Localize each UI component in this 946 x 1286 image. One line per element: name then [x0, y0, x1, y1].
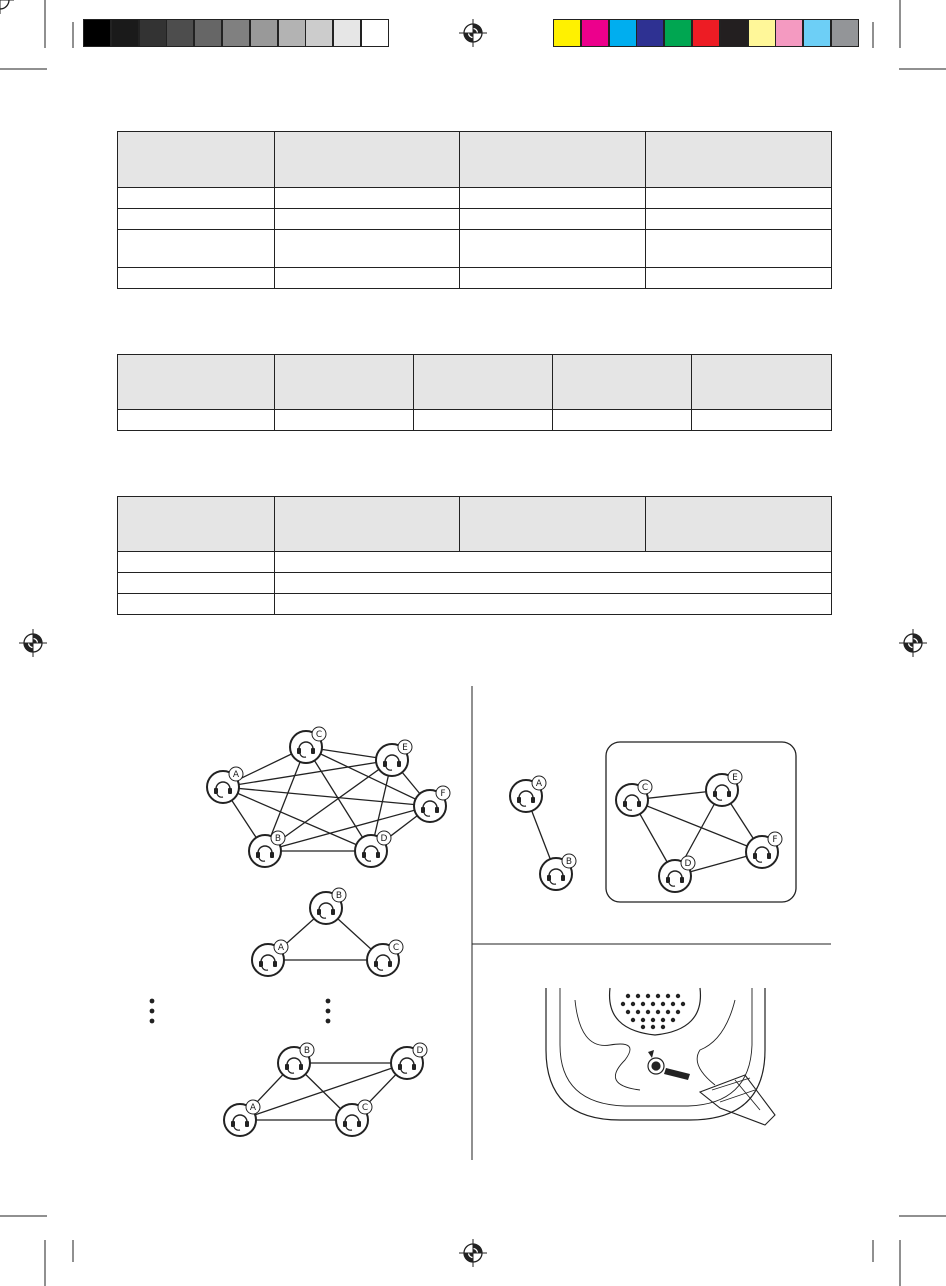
group-box — [606, 742, 796, 902]
node-label-badge — [300, 1043, 314, 1057]
headset-node-icon — [355, 831, 391, 867]
node-label-badge — [681, 856, 695, 870]
node-label: C — [361, 1103, 369, 1114]
headset-node-icon — [540, 854, 576, 890]
headset-node-icon — [207, 767, 243, 803]
node-label: B — [565, 857, 573, 868]
ellipsis-icon — [150, 999, 155, 1024]
node-label-badge — [638, 780, 652, 794]
headset-node-icon — [391, 1043, 427, 1079]
headset-node-icon — [510, 776, 546, 812]
node-label: D — [684, 859, 692, 870]
headset-node-icon — [376, 740, 412, 776]
node-label-badge — [768, 832, 782, 846]
node-label-badge — [532, 776, 546, 790]
headset-node-icon — [310, 888, 346, 924]
headset-node-icon — [367, 940, 403, 976]
node-label: B — [274, 834, 282, 845]
node-label-badge — [377, 831, 391, 845]
connection-line — [223, 760, 392, 787]
node-label-badge — [413, 1043, 427, 1057]
node-label-badge — [271, 831, 285, 845]
node-label: B — [335, 891, 343, 902]
headset-node-icon — [336, 1100, 372, 1136]
connection-line — [223, 787, 430, 806]
node-label: C — [641, 783, 649, 794]
headset-node-icon — [252, 940, 288, 976]
node-label-badge — [312, 727, 326, 741]
headset-node-icon — [414, 786, 450, 822]
connection-line — [223, 787, 371, 851]
node-label-badge — [358, 1100, 372, 1114]
node-label-badge — [562, 854, 576, 868]
node-label-badge — [274, 940, 288, 954]
ellipsis-icon — [326, 999, 331, 1024]
speaker-grille — [610, 988, 701, 1035]
headset-node-icon — [706, 770, 742, 806]
node-label-badge — [229, 767, 243, 781]
arrow-icon — [664, 1068, 690, 1080]
headset-shell — [546, 988, 765, 1120]
node-label: A — [232, 770, 240, 781]
arrow-icon — [648, 1050, 654, 1058]
node-label: A — [249, 1103, 257, 1114]
node-label: C — [392, 943, 400, 954]
headset-node-icon — [746, 832, 782, 868]
node-label-badge — [332, 888, 346, 902]
headset-port-illustration — [546, 988, 775, 1125]
node-label-badge — [728, 770, 742, 784]
headset-node-icon — [224, 1100, 260, 1136]
node-label-badge — [389, 940, 403, 954]
node-label: D — [416, 1046, 424, 1057]
node-label: A — [535, 779, 543, 790]
node-label: C — [315, 730, 323, 741]
node-label-badge — [246, 1100, 260, 1114]
node-label: A — [277, 943, 285, 954]
node-label: E — [732, 773, 738, 784]
headset-node-icon — [616, 780, 652, 816]
connection-line — [632, 800, 762, 852]
node-label: D — [380, 834, 388, 845]
node-label-badge — [436, 786, 450, 800]
node-label: F — [440, 789, 446, 800]
headset-node-icon — [249, 831, 285, 867]
headset-node-icon — [659, 856, 695, 892]
node-label: B — [303, 1046, 311, 1057]
node-label-badge — [398, 740, 412, 754]
node-label: E — [402, 743, 408, 754]
node-label: F — [772, 835, 778, 846]
headset-node-icon — [290, 727, 326, 763]
headset-node-icon — [278, 1043, 314, 1079]
